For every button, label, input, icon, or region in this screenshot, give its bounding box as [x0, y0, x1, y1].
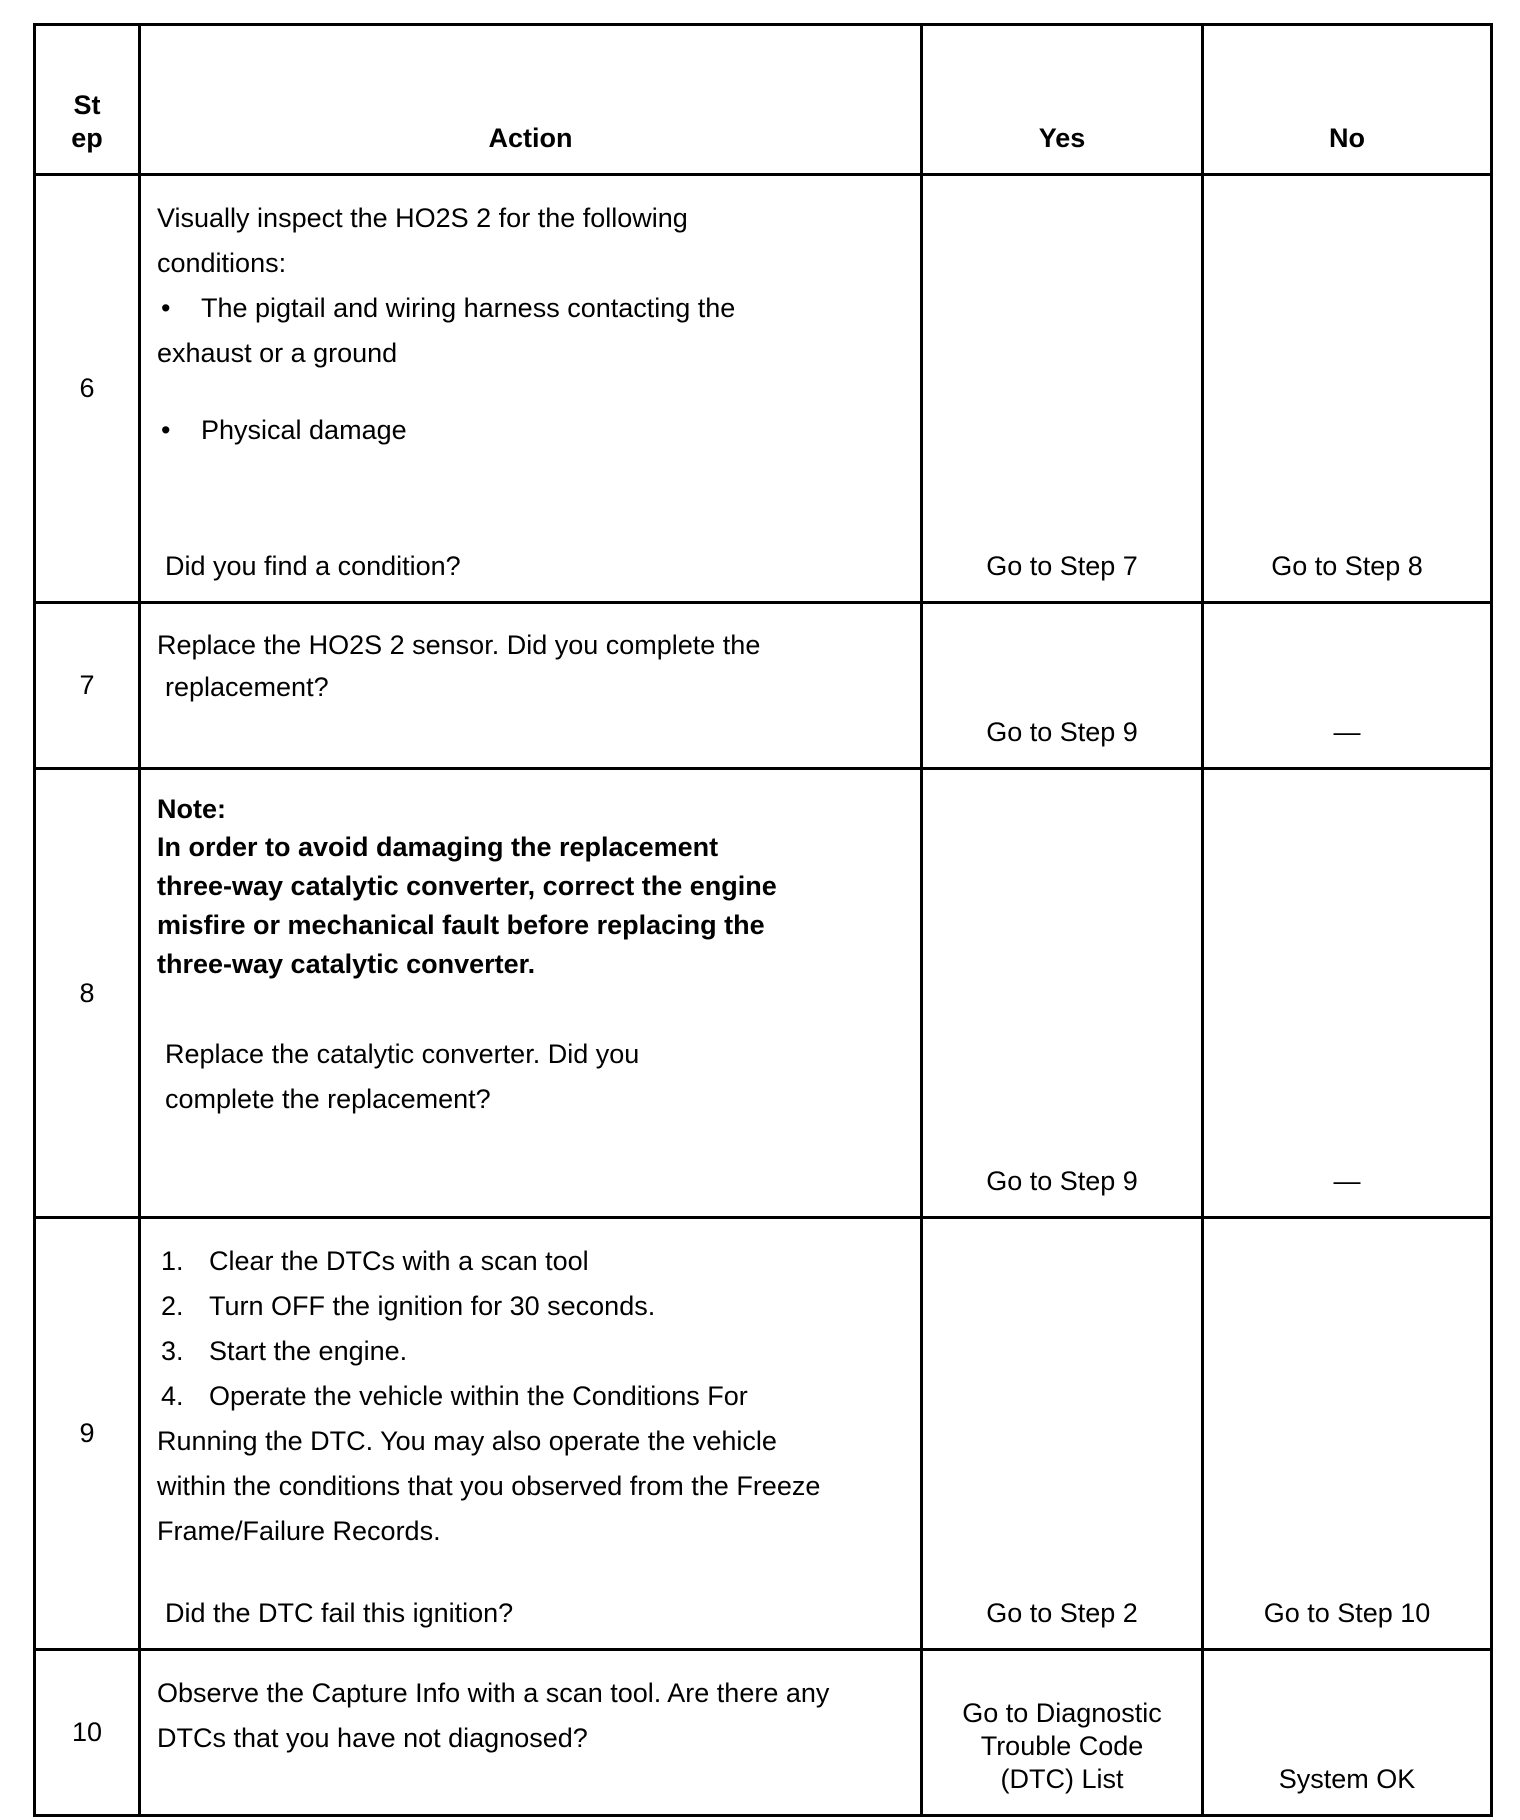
no-result: — — [1203, 603, 1492, 769]
step-number: 7 — [35, 603, 140, 769]
table-row — [35, 1218, 1492, 1650]
note-text: misfire or mechanical fault before replacing the — [157, 910, 765, 940]
header-step: St ep — [35, 25, 140, 175]
action-text: Running the DTC. You may also operate the vehicle — [157, 1426, 777, 1456]
question-text: Did you find a condition? — [165, 551, 461, 582]
no-result: System OK — [1203, 1650, 1492, 1816]
action-text: DTCs that you have not diagnosed? — [157, 1723, 588, 1753]
table-row — [35, 769, 1492, 1218]
action-text: Replace the HO2S 2 sensor. Did you complete the — [157, 630, 761, 660]
yes-result: Go to Step 2 — [922, 1218, 1203, 1650]
step-number: 6 — [35, 175, 140, 603]
action-cell — [140, 175, 922, 603]
question-text: Did the DTC fail this ignition? — [165, 1598, 514, 1629]
header-no: No — [1203, 25, 1492, 175]
action-cell — [140, 1218, 922, 1650]
note-text: In order to avoid damaging the replacement — [157, 832, 719, 862]
step-number: 10 — [35, 1650, 140, 1816]
table-row — [35, 175, 1492, 603]
action-cell — [140, 1650, 922, 1816]
action-text: within the conditions that you observed from the Freeze — [157, 1471, 821, 1501]
list-item: 3. Start the engine. — [161, 1336, 408, 1366]
no-result: Go to Step 8 — [1203, 175, 1492, 603]
note-title: Note: — [157, 794, 226, 824]
table-header-row — [35, 25, 1492, 175]
table-row — [35, 1650, 1492, 1816]
list-item: 1. Clear the DTCs with a scan tool — [161, 1246, 589, 1276]
header-yes: Yes — [922, 25, 1203, 175]
action-text: replacement? — [165, 672, 329, 702]
yes-result: Go to Diagnostic Trouble Code (DTC) List — [922, 1650, 1203, 1816]
no-result: — — [1203, 769, 1492, 1218]
action-cell — [140, 769, 922, 1218]
list-item: 2. Turn OFF the ignition for 30 seconds. — [161, 1291, 656, 1321]
table-row — [35, 603, 1492, 769]
action-text: Observe the Capture Info with a scan tool. Are there any — [157, 1678, 830, 1708]
yes-result: Go to Step 9 — [922, 769, 1203, 1218]
question-text: complete the replacement? — [165, 1084, 491, 1114]
no-result: Go to Step 10 — [1203, 1218, 1492, 1650]
yes-result: Go to Step 7 — [922, 175, 1203, 603]
action-cell — [140, 603, 922, 769]
bullet-continuation: exhaust or a ground — [157, 338, 398, 368]
bullet-item: • Physical damage — [157, 408, 904, 453]
action-text: Frame/Failure Records. — [157, 1516, 441, 1546]
yes-result: Go to Step 9 — [922, 603, 1203, 769]
question-text: Replace the catalytic converter. Did you — [165, 1039, 640, 1069]
action-text: conditions: — [157, 248, 287, 278]
note-text: three-way catalytic converter, correct the engine — [157, 871, 777, 901]
diagnostic-table — [33, 23, 1493, 1817]
bullet-icon: • — [161, 415, 171, 445]
action-text: Visually inspect the HO2S 2 for the following — [157, 203, 688, 233]
step-number: 8 — [35, 769, 140, 1218]
bullet-icon: • — [161, 293, 171, 323]
list-item: 4. Operate the vehicle within the Conditions For — [161, 1381, 748, 1411]
note-text: three-way catalytic converter. — [157, 949, 536, 979]
step-number: 9 — [35, 1218, 140, 1650]
bullet-item: • The pigtail and wiring harness contacting the — [157, 286, 904, 331]
header-action: Action — [140, 25, 922, 175]
